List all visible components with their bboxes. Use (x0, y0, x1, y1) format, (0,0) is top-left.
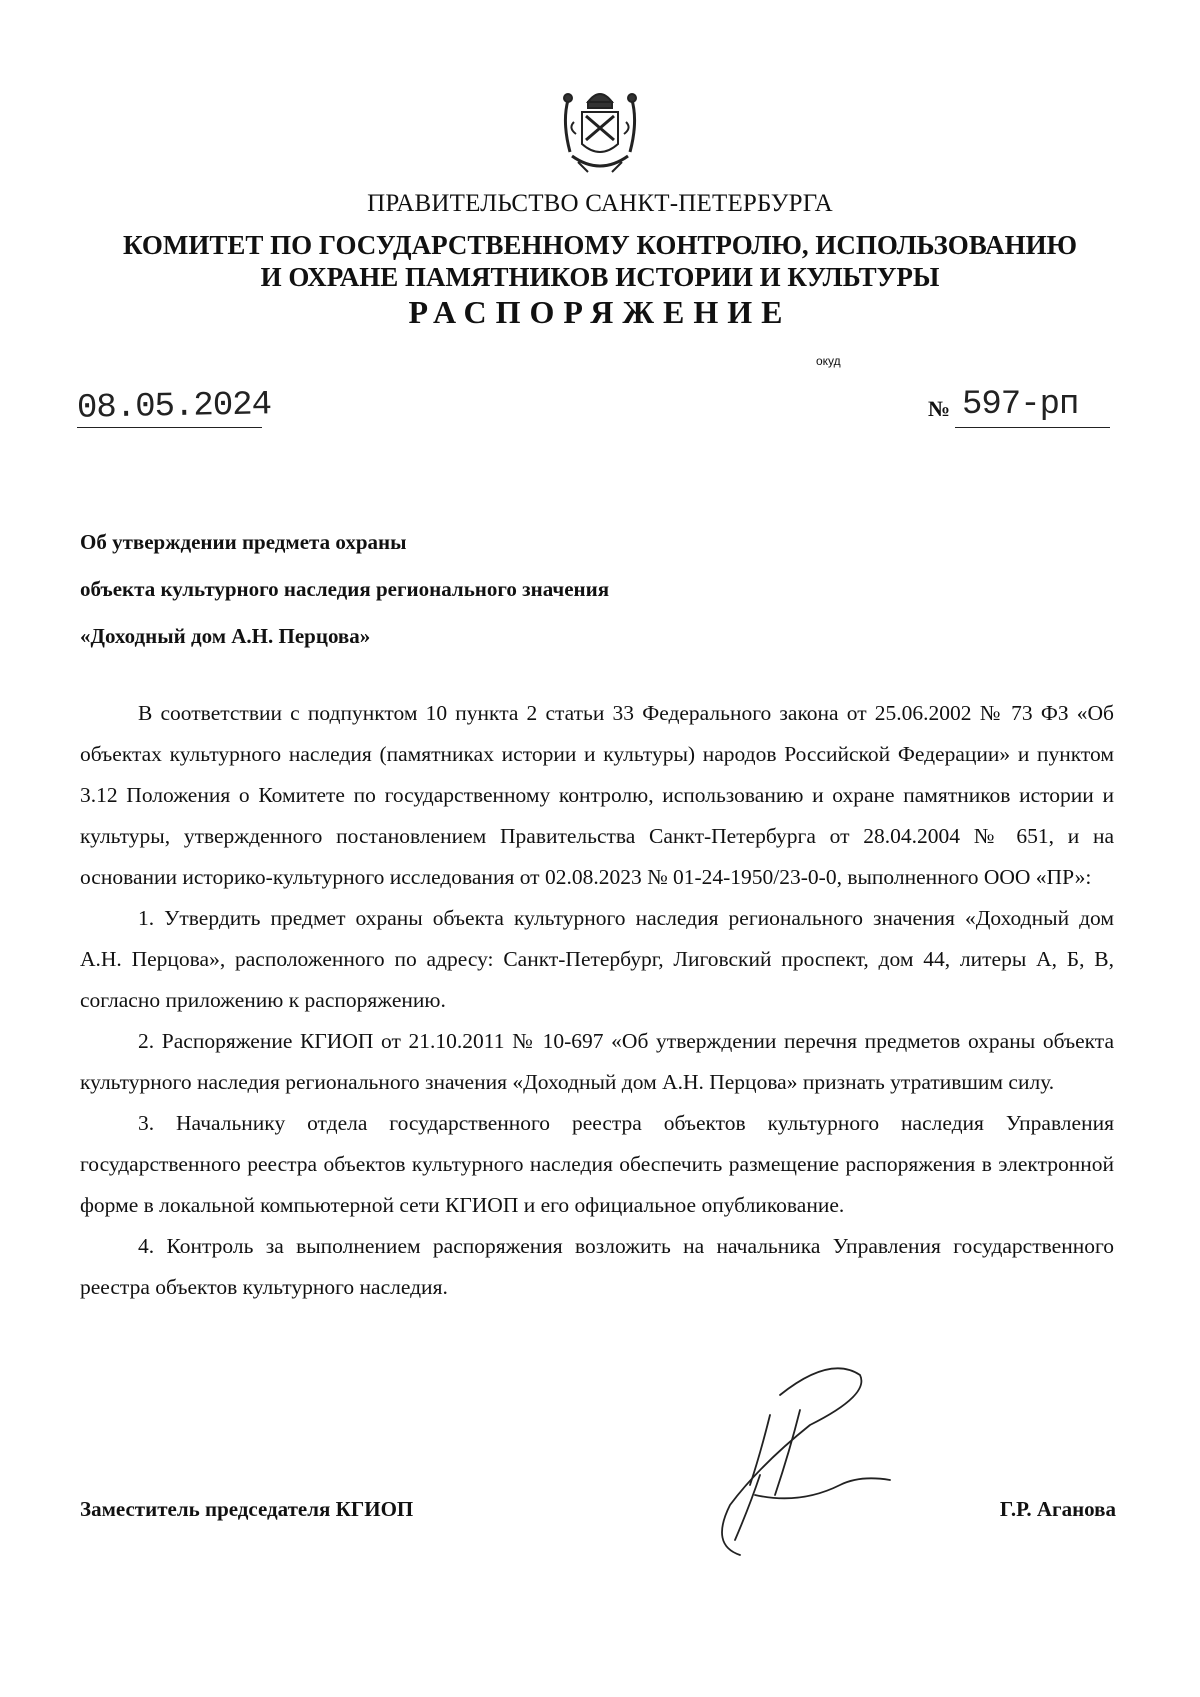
number-underline (955, 427, 1110, 428)
committee-title-line2: И ОХРАНЕ ПАМЯТНИКОВ ИСТОРИИ И КУЛЬТУРЫ (260, 262, 940, 292)
body-intro: В соответствии с подпунктом 10 пункта 2 статьи 33 Федерального закона от 25.06.2002 № 73 ФЗ «Об объектах культурного наследия (памятниках истории и культуры) народов Российской Федерации» и пунктом 3.12 Положения о Комитете по государственному контролю, использованию и охране памятников истории и культуры, утвержденного постановлением Правительства Санкт-Петербурга от 28.04.2004 № 651, и на основании историко-культурного исследования от 02.08.2023 № 01-24-1950/23-0-0, выполненного ООО «ПР»: (80, 701, 1114, 889)
body-item-2: 2. Распоряжение КГИОП от 21.10.2011 № 10-697 «Об утверждении перечня предметов охраны объекта культурного наследия регионального значения «Доходный дом А.Н. Перцова» признать утратившим силу. (80, 1029, 1114, 1094)
subject-line2: объекта культурного наследия регионального значения (80, 577, 610, 601)
document-number: 597-рп (962, 386, 1079, 424)
signatory-name: Г.Р. Аганова (999, 1497, 1116, 1521)
okud-label: окуд (816, 354, 841, 368)
signatory-position: Заместитель председателя КГИОП (80, 1497, 414, 1521)
subject-line1: Об утверждении предмета охраны (80, 530, 407, 554)
coat-of-arms-icon (548, 82, 652, 182)
document-body (80, 693, 1114, 1308)
document-type: РАСПОРЯЖЕНИЕ (408, 294, 792, 330)
body-item-4: 4. Контроль за выполнением распоряжения возложить на начальника Управления государственного реестра объектов культурного наследия. (80, 1234, 1114, 1299)
number-label: № (928, 396, 951, 421)
date-underline (77, 427, 262, 428)
committee-title-line1: КОМИТЕТ ПО ГОСУДАРСТВЕННОМУ КОНТРОЛЮ, ИСПОЛЬЗОВАНИЮ (123, 230, 1077, 260)
subject-line3: «Доходный дом А.Н. Перцова» (80, 624, 371, 648)
body-item-3: 3. Начальнику отдела государственного реестра объектов культурного наследия Управления государственного реестра объектов культурного наследия обеспечить размещение распоряжения в электронной форме в локальной компьютерной сети КГИОП и его официальное опубликование. (80, 1111, 1114, 1217)
body-item-1: 1. Утвердить предмет охраны объекта культурного наследия регионального значения «Доходный дом А.Н. Перцова», расположенного по адресу: Санкт-Петербург, Лиговский проспект, дом 44, литеры А, Б, В, согласно приложению к распоряжению. (80, 906, 1114, 1012)
signature-icon (660, 1355, 920, 1565)
document-date: 08.05.2024 (76, 386, 272, 428)
government-title: ПРАВИТЕЛЬСТВО САНКТ-ПЕТЕРБУРГА (367, 190, 833, 217)
